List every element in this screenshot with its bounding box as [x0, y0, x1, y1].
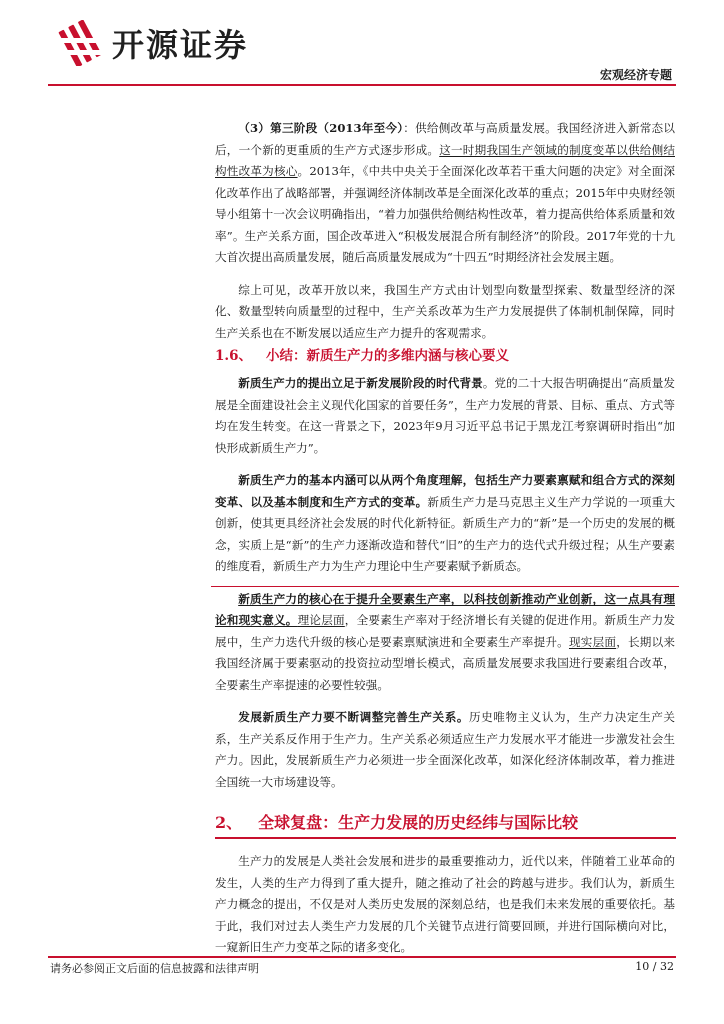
section-number: 2、	[215, 813, 243, 832]
paragraph-relations: 发展新质生产力要不断调整完善生产关系。历史唯物主义认为，生产力决定生产关系，生产关系反作用于生产力。生产关系必须适应生产力发展水平才能进一步激发社会生产力。因此，发展新质生产力必须进一步全面深化改革，如深化经济体制改革，着力推进全国统一大市场建设等。	[215, 710, 675, 789]
stage-three-lead: （3）第三阶段（2013年至今）	[238, 121, 404, 135]
section-title: 全球复盘：生产力发展的历史经纬与国际比较	[258, 813, 579, 832]
company-name: 开源证券	[112, 26, 249, 64]
footer-disclaimer: 请务必参阅正文后面的信息披露和法律声明	[50, 962, 259, 975]
logo-mark-icon	[58, 20, 104, 66]
body-lower	[215, 851, 675, 959]
body-upper	[215, 118, 675, 344]
stage-three-highlight: 这一时期我国生产领域的制度变革以供给侧结构性改革为核心	[215, 142, 675, 178]
subsection-title: 小结：新质生产力的多维内涵与核心要义	[266, 348, 509, 364]
page-number: 10 / 32	[635, 960, 674, 973]
body-middle	[215, 373, 675, 793]
report-type: 宏观经济专题	[599, 68, 672, 82]
section-heading	[215, 810, 578, 833]
paragraph-core: 新质生产力的核心在于提升全要素生产率，以科技创新推动产业创新，这一点具有理论和现实意义。理论层面，全要素生产率对于经济增长有关键的促进作用。新质生产力发展中，生产力迭代升级的核心是要素禀赋演进和全要素生产率提升。现实层面，长期以来我国经济属于要素驱动的投资拉动型增长模式，高质量发展要求我国进行要素组合改革，全要素生产率提速的必要性较强。	[215, 589, 675, 697]
company-logo	[58, 18, 248, 68]
section-rule	[215, 837, 676, 839]
paragraph-stage-three: （3）第三阶段（2013年至今）：供给侧改革与高质量发展。我国经济进入新常态以后，一个新的更重质的生产方式逐步形成。这一时期我国生产领域的制度变革以供给侧结构性改革为核心。2013年，《中共中央关于全面深化改革若干重大问题的决定》对全面深化改革作出了战略部署，并强调经济体制改革是全面深化改革的重点；2015年中央财经领导小组第十一次会议明确指出，“着力加强供给侧结构性改革，着力提高供给体系质量和效率”。生产关系方面，国企改革进入“积极发展混合所有制经济”的阶段。2017年党的十九大首次提出高质量发展，随后高质量发展成为“十四五”时期经济社会发展主题。	[215, 121, 675, 264]
paragraph-summary: 综上可见，改革开放以来，我国生产方式由计划型向数量型探索、数量型经济的深化、数量型转向质量型的过程中，生产关系改革为生产力发展提供了体制机制保障，同时生产关系也在不断发展以适应生产力提升的客观需求。	[215, 282, 675, 340]
paragraph-connotation: 新质生产力的基本内涵可以从两个角度理解，包括生产力要素禀赋和组合方式的深刻变革、以及基本制度和生产方式的变革。新质生产力是马克思主义生产力学说的一项重大创新，使其更具经济社会发展的时代化新特征。新质生产力的“新”是一个历史的发展的概念，实质上是“新”的生产力逐渐改造和替代“旧”的生产力的迭代式升级过程；从生产要素的维度看，新质生产力为生产力理论中生产要素赋予新质态。	[215, 473, 675, 573]
paragraph-background: 新质生产力的提出立足于新发展阶段的时代背景。党的二十大报告明确提出“高质量发展是全面建设社会主义现代化国家的首要任务”，生产力发展的背景、目标、重点、方式等均在发生转变。在这一背景之下，2023年9月习近平总书记于黑龙江考察调研时指出“加快形成新质生产力”。	[215, 376, 675, 455]
paragraph-global-review: 生产力的发展是人类社会发展和进步的最重要推动力，近代以来，伴随着工业革命的发生，人类的生产力得到了重大提升，随之推动了社会的跨越与进步。我们认为，新质生产力概念的提出，不仅是对人类历史发展的深刻总结，也是我们未来发展的重要依托。基于此，我们对过去人类生产力发展的几个关键节点进行简要回顾，并进行国际横向对比，一窥新旧生产力变革之际的诸多变化。	[215, 854, 675, 954]
subsection-heading	[215, 344, 509, 364]
subsection-number: 1.6、	[215, 348, 252, 364]
footer-rule	[48, 956, 676, 958]
header-rule	[48, 84, 676, 86]
